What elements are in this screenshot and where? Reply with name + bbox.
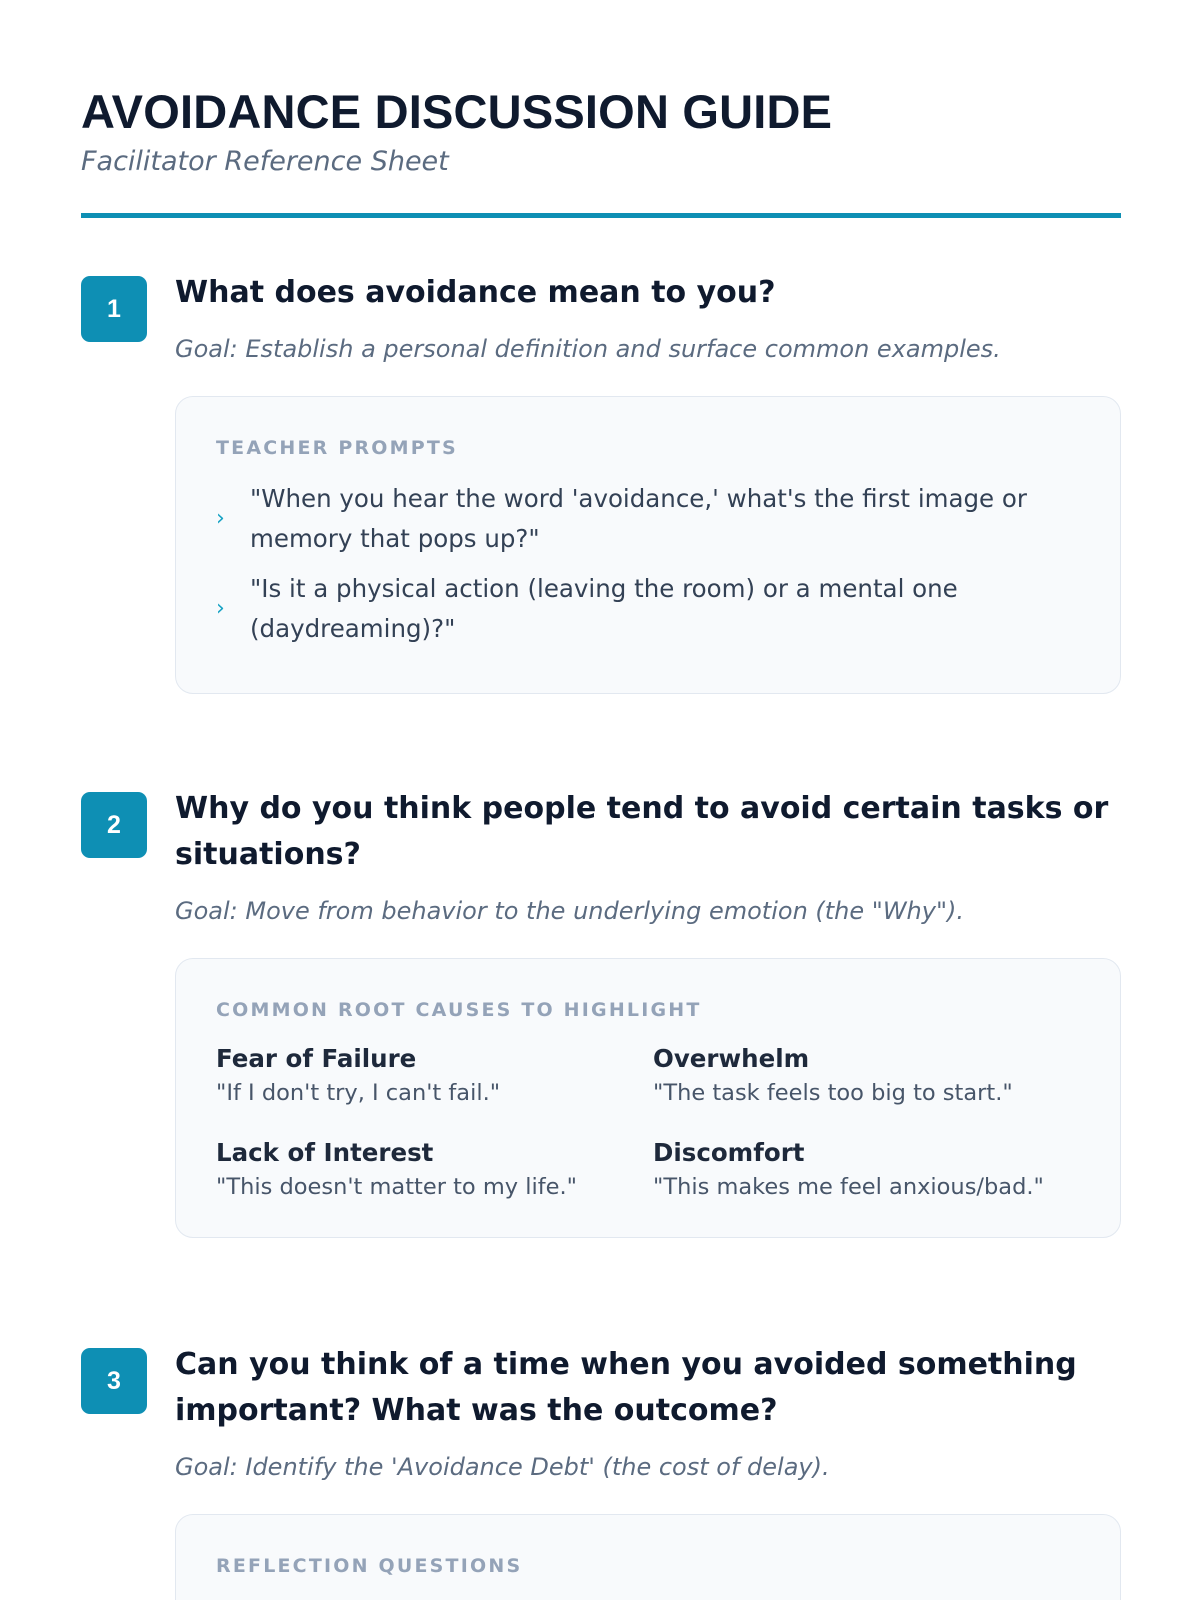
question-number-badge: 1 <box>81 276 147 342</box>
question-body <box>175 792 1121 1238</box>
reflection-questions-card <box>175 1514 1121 1600</box>
cause-name: Discomfort <box>653 1138 805 1167</box>
root-causes-card <box>175 958 1121 1238</box>
prompt-text: "Is it a physical action (leaving the room) or a mental one (daydreaming)?" <box>250 574 958 643</box>
question-goal: Goal: Move from behavior to the underlying emotion (the "Why"). <box>175 897 964 925</box>
cause-grid <box>216 1043 1080 1203</box>
cause-quote: "The task feels too big to start." <box>653 1080 1013 1106</box>
question-title: Why do you think people tend to avoid certain tasks or situations? <box>175 791 1109 872</box>
cause-item <box>653 1043 1080 1109</box>
cause-name: Lack of Interest <box>216 1138 434 1167</box>
teacher-prompts-card <box>175 396 1121 694</box>
question-title: Can you think of a time when you avoided something important? What was the outcome? <box>175 1347 1077 1428</box>
question-title: What does avoidance mean to you? <box>175 275 776 310</box>
card-label: TEACHER PROMPTS <box>216 437 458 459</box>
cause-item <box>216 1043 653 1109</box>
card-label: REFLECTION QUESTIONS <box>216 1555 523 1577</box>
cause-item <box>216 1137 653 1203</box>
cause-name: Fear of Failure <box>216 1044 417 1073</box>
question-body <box>175 1348 1121 1600</box>
page-title: AVOIDANCE DISCUSSION GUIDE <box>81 85 833 138</box>
prompt-list <box>216 479 1080 649</box>
chevron-right-icon: › <box>216 506 225 531</box>
cause-quote: "This makes me feel anxious/bad." <box>653 1174 1044 1200</box>
chevron-right-icon: › <box>216 596 225 621</box>
list-item <box>216 569 1080 649</box>
question-number-badge: 3 <box>81 1348 147 1414</box>
prompt-text: "When you hear the word 'avoidance,' what's the first image or memory that pops up?" <box>250 484 1027 553</box>
page-subtitle: Facilitator Reference Sheet <box>81 146 449 177</box>
question-number-badge: 2 <box>81 792 147 858</box>
question-goal: Goal: Establish a personal definition and surface common examples. <box>175 335 1001 363</box>
title-divider <box>81 213 1121 218</box>
cause-quote: "If I don't try, I can't fail." <box>216 1080 501 1106</box>
card-label: COMMON ROOT CAUSES TO HIGHLIGHT <box>216 999 702 1021</box>
cause-name: Overwhelm <box>653 1044 810 1073</box>
question-body <box>175 276 1121 694</box>
question-goal: Goal: Identify the 'Avoidance Debt' (the cost of delay). <box>175 1453 830 1481</box>
cause-quote: "This doesn't matter to my life." <box>216 1174 577 1200</box>
cause-item <box>653 1137 1080 1203</box>
list-item <box>216 479 1080 559</box>
